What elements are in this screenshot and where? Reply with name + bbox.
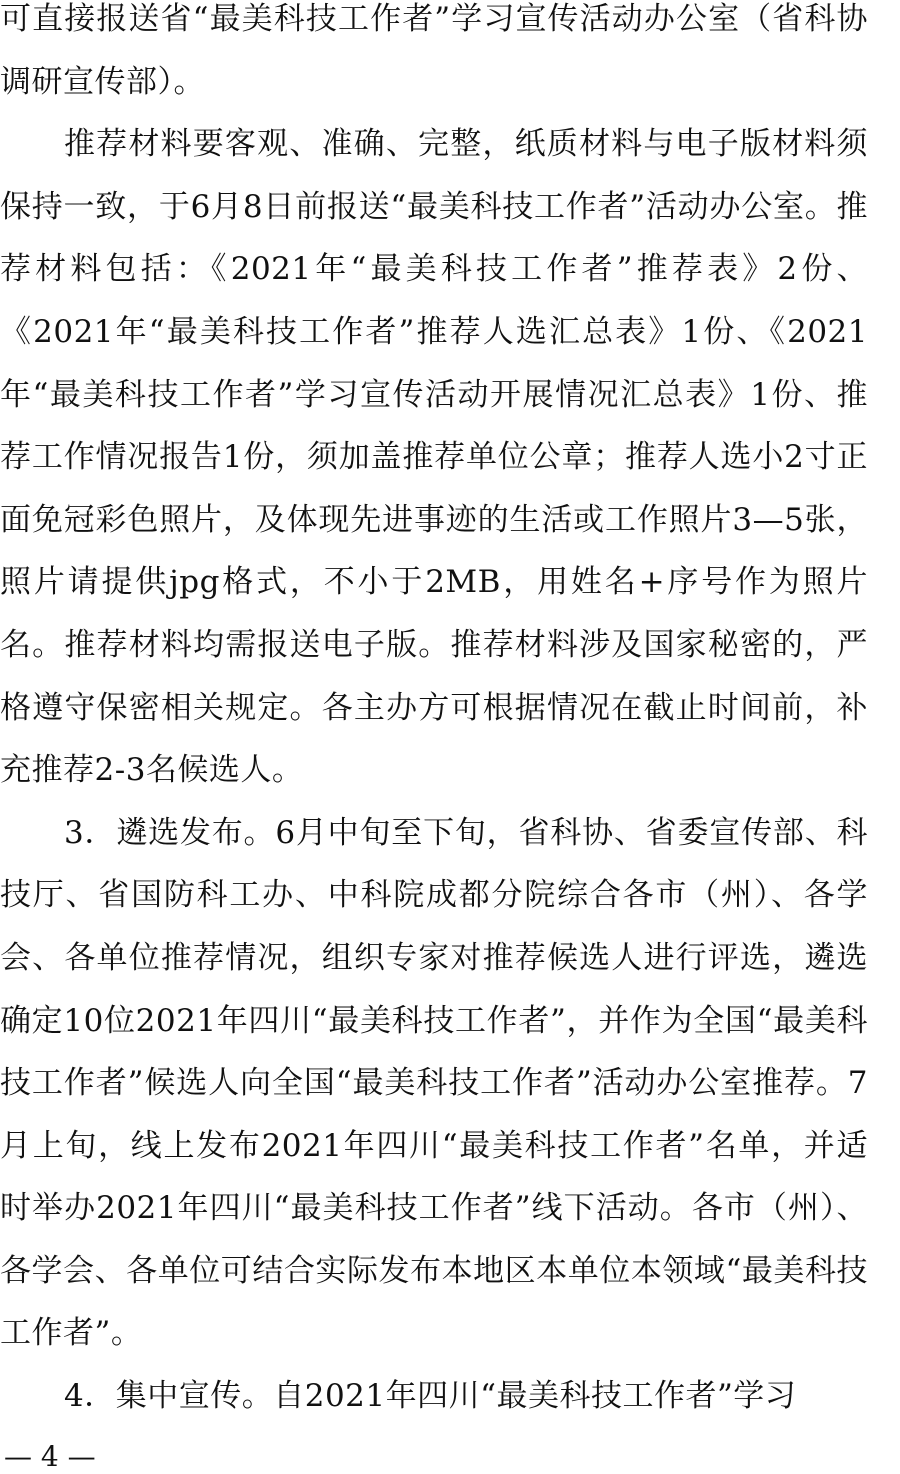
page-number: — 4 — — [4, 1440, 96, 1473]
paragraph-materials: 推荐材料要客观、准确、完整，纸质材料与电子版材料须保持一致，于6月8日前报送“最美科技工作者”活动办公室。推荐材料包括：《2021年“最美科技工作者”推荐表》2份、《2021年“最美科技工作者”推荐人选汇总表》1份、《2021年“最美科技工作者”学习宣传活动开展情况汇总表》1份、推荐工作情况报告1份，须加盖推荐单位公章；推荐人选小2寸正面免冠彩色照片，及体现先进事迹的生活或工作照片3—5张，照片请提供jpg格式，不小于2MB，用姓名+序号作为照片名。推荐材料均需报送电子版。推荐材料涉及国家秘密的，严格遵守保密相关规定。各主办方可根据情况在截止时间前，补充推荐2-3名候选人。 — [0, 126, 868, 789]
paragraph-publicity: 4．集中宣传。自2021年四川“最美科技工作者”学习 — [64, 1378, 797, 1415]
paragraph-selection-release: 3．遴选发布。6月中旬至下旬，省科协、省委宣传部、科技厅、省国防科工办、中科院成都分院综合各市（州）、各学会、各单位推荐情况，组织专家对推荐候选人进行评选，遴选确定10位2021年四川“最美科技工作者”，并作为全国“最美科技工作者”候选人向全国“最美科技工作者”活动办公室推荐。7月上旬，线上发布2021年四川“最美科技工作者”名单，并适时举办2021年四川“最美科技工作者”线下活动。各市（州）、各学会、各单位可结合实际发布本地区本单位本领域“最美科技工作者”。 — [0, 814, 868, 1352]
paragraph-continuation: 可直接报送省“最美科技工作者”学习宣传活动办公室（省科协调研宣传部）。 — [0, 1, 868, 100]
